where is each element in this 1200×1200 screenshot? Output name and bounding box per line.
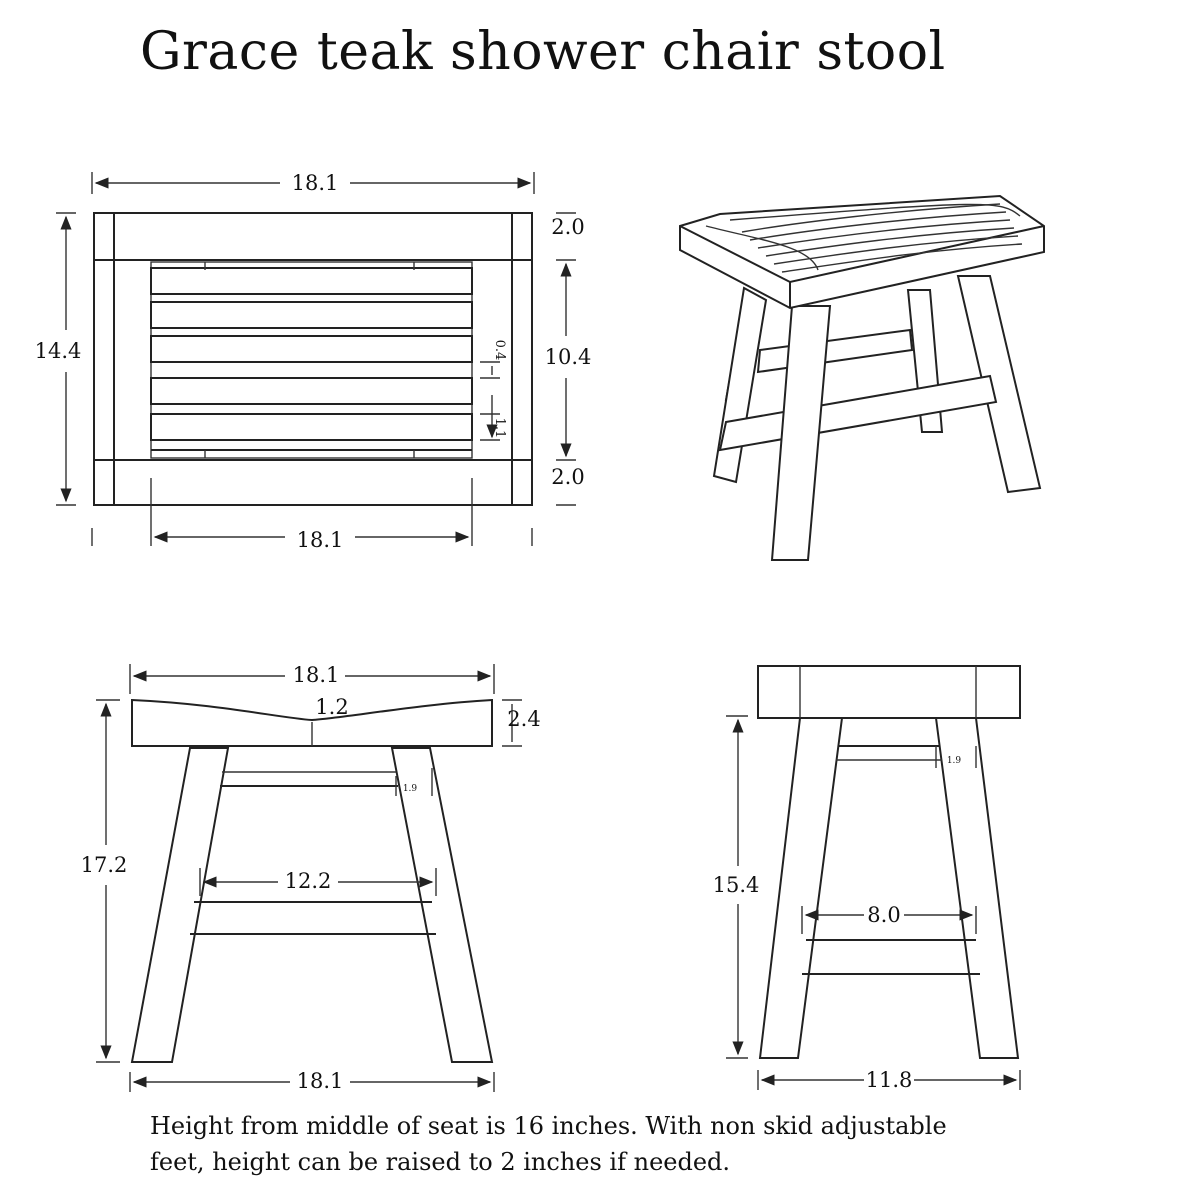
front-view-top-width-label: 18.1	[292, 663, 340, 687]
top-view-slat-length-label: 18.1	[296, 528, 344, 552]
front-view-seat-thickness-label: 2.4	[507, 707, 541, 731]
top-view-slat-area-label: 10.4	[544, 345, 592, 369]
front-view-left-leg	[132, 748, 228, 1062]
side-view-stretcher-width-label: 8.0	[867, 903, 901, 927]
top-view	[35, 171, 592, 552]
front-view-right-leg	[392, 748, 492, 1062]
front-view-height-label: 17.2	[80, 853, 128, 877]
top-view-slats	[151, 262, 472, 458]
top-view-slat-width-label: 1.1	[492, 417, 507, 439]
side-view	[713, 666, 1020, 1092]
front-view-stretcher-width-label: 12.2	[284, 869, 332, 893]
top-view-slat-gap-label: 0.4	[492, 339, 507, 361]
front-view	[81, 663, 541, 1093]
side-view-seat	[758, 666, 1020, 718]
height-note-line-2: feet, height can be raised to 2 inches if needed.	[150, 1148, 731, 1176]
side-view-base-width-label: 11.8	[865, 1068, 913, 1092]
top-view-outline	[94, 213, 532, 505]
side-view-right-leg	[936, 718, 1018, 1058]
top-view-end-rail-top-label: 2.0	[551, 215, 585, 239]
front-view-leg-width-label: 1.9	[402, 784, 418, 794]
height-note	[150, 1108, 1050, 1180]
top-view-end-rail-bottom-label: 2.0	[551, 465, 585, 489]
height-note-line-1: Height from middle of seat is 16 inches. With non skid adjustable	[150, 1112, 947, 1140]
page-title: Grace teak shower chair stool	[140, 22, 946, 82]
front-view-seat-dip-label: 1.2	[315, 695, 349, 719]
front-view-base-width-label: 18.1	[296, 1069, 344, 1093]
side-view-height-label: 15.4	[712, 873, 760, 897]
side-view-left-leg	[760, 718, 842, 1058]
perspective-view	[680, 196, 1044, 560]
top-view-width-label: 18.1	[291, 171, 339, 195]
top-view-depth-label: 14.4	[34, 339, 82, 363]
side-view-leg-width-label: 1.9	[946, 756, 962, 766]
